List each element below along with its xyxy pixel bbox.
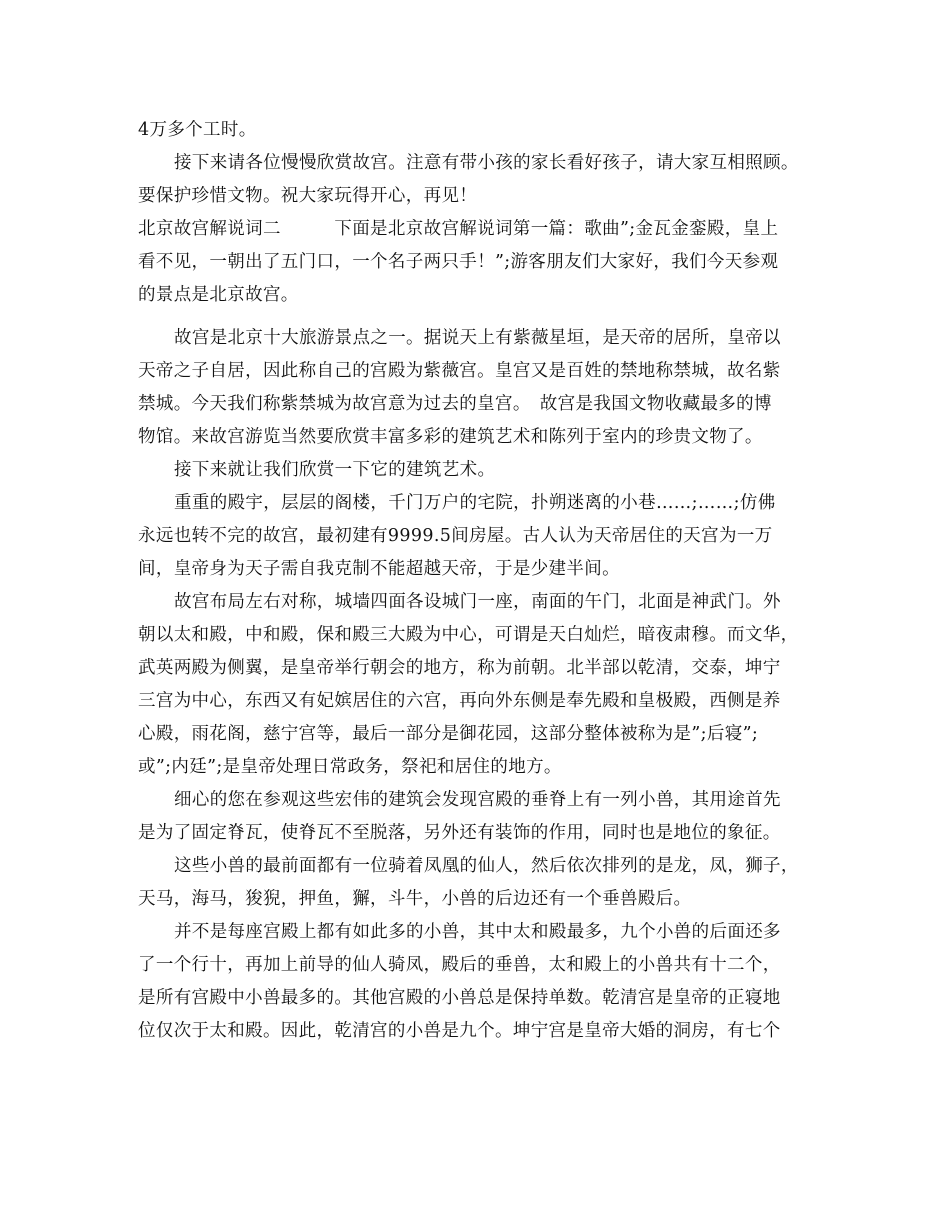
- text-line-12: 重重的殿宇，层层的阁楼，千门万户的宅院，扑朔迷离的小巷……;……;仿佛: [174, 493, 776, 513]
- text-line-26: 了一个行十，再加上前导的仙人骑凤，殿后的垂兽，太和殿上的小兽共有十二个，: [138, 955, 781, 975]
- text-line-22: 是为了固定脊瓦，使脊瓦不至脱落，另外还有装饰的作用，同时也是地位的象征。: [138, 823, 781, 843]
- text-line-11: 接下来就让我们欣赏一下它的建筑艺术。: [174, 460, 496, 480]
- text-line-20: 或”;内廷”;是皇帝处理日常政务，祭祀和居住的地方。: [138, 757, 562, 777]
- text-line-16: 朝以太和殿，中和殿，保和殿三大殿为中心，可谓是天白灿烂，暗夜肃穆。而文华，: [138, 625, 799, 645]
- text-line-2: 接下来请各位慢慢欣赏故宫。注意有带小孩的家长看好孩子，请大家互相照顾。: [174, 153, 799, 173]
- text-line-23: 这些小兽的最前面都有一位骑着凤凰的仙人，然后依次排列的是龙，凤，狮子，: [174, 856, 799, 876]
- text-line-14: 间，皇帝身为天子需自我克制不能超越天帝，于是少建半间。: [138, 559, 620, 579]
- text-line-9: 禁城。今天我们称紫禁城为故宫意为过去的皇宫。 故宫是我国文物收藏最多的博: [138, 394, 772, 414]
- text-line-6: 的景点是北京故宫。: [138, 285, 299, 305]
- text-line-4: 北京故宫解说词二 下面是北京故宫解说词第一篇：歌曲”;金瓦金銮殿，皇上: [138, 219, 779, 239]
- text-line-17: 武英两殿为侧翼，是皇帝举行朝会的地方，称为前朝。北半部以乾清，交泰，坤宁: [138, 658, 781, 678]
- text-line-10: 物馆。来故宫游览当然要欣赏丰富多彩的建筑艺术和陈列于室内的珍贵文物了。: [138, 427, 763, 447]
- text-line-13: 永远也转不完的故宫，最初建有9999.5间房屋。古人认为天帝居住的天宫为一万: [138, 526, 773, 546]
- text-line-21: 细心的您在参观这些宏伟的建筑会发现宫殿的垂脊上有一列小兽，其用途首先: [174, 790, 781, 810]
- text-line-8: 天帝之子自居，因此称自己的宫殿为紫薇宫。皇宫又是百姓的禁地称禁城，故名紫: [138, 361, 781, 381]
- text-line-18: 三宫为中心，东西又有妃嫔居住的六宫，再向外东侧是奉先殿和皇极殿，西侧是养: [138, 691, 781, 711]
- text-line-1: 4万多个工时。: [138, 120, 257, 140]
- text-line-19: 心殿，雨花阁，慈宁宫等，最后一部分是御花园，这部分整体被称为是”;后寝”;: [138, 724, 759, 744]
- text-line-5: 看不见，一朝出了五门口，一个名子两只手！”;游客朋友们大家好，我们今天参观: [138, 252, 779, 272]
- text-line-28: 位仅次于太和殿。因此，乾清宫的小兽是九个。坤宁宫是皇帝大婚的洞房，有七个: [138, 1021, 781, 1041]
- text-line-3: 要保护珍惜文物。祝大家玩得开心，再见！: [138, 186, 478, 206]
- text-line-15: 故宫布局左右对称，城墙四面各设城门一座，南面的午门，北面是神武门。外: [174, 592, 781, 612]
- text-line-27: 是所有宫殿中小兽最多的。其他宫殿的小兽总是保持单数。乾清宫是皇帝的正寝地: [138, 988, 781, 1008]
- text-line-7: 故宫是北京十大旅游景点之一。据说天上有紫薇星垣，是天帝的居所，皇帝以: [174, 328, 781, 348]
- text-line-24: 天马，海马，狻猊，押鱼，獬，斗牛，小兽的后边还有一个垂兽殿后。: [138, 889, 692, 909]
- text-line-25: 并不是每座宫殿上都有如此多的小兽，其中太和殿最多，九个小兽的后面还多: [174, 922, 781, 942]
